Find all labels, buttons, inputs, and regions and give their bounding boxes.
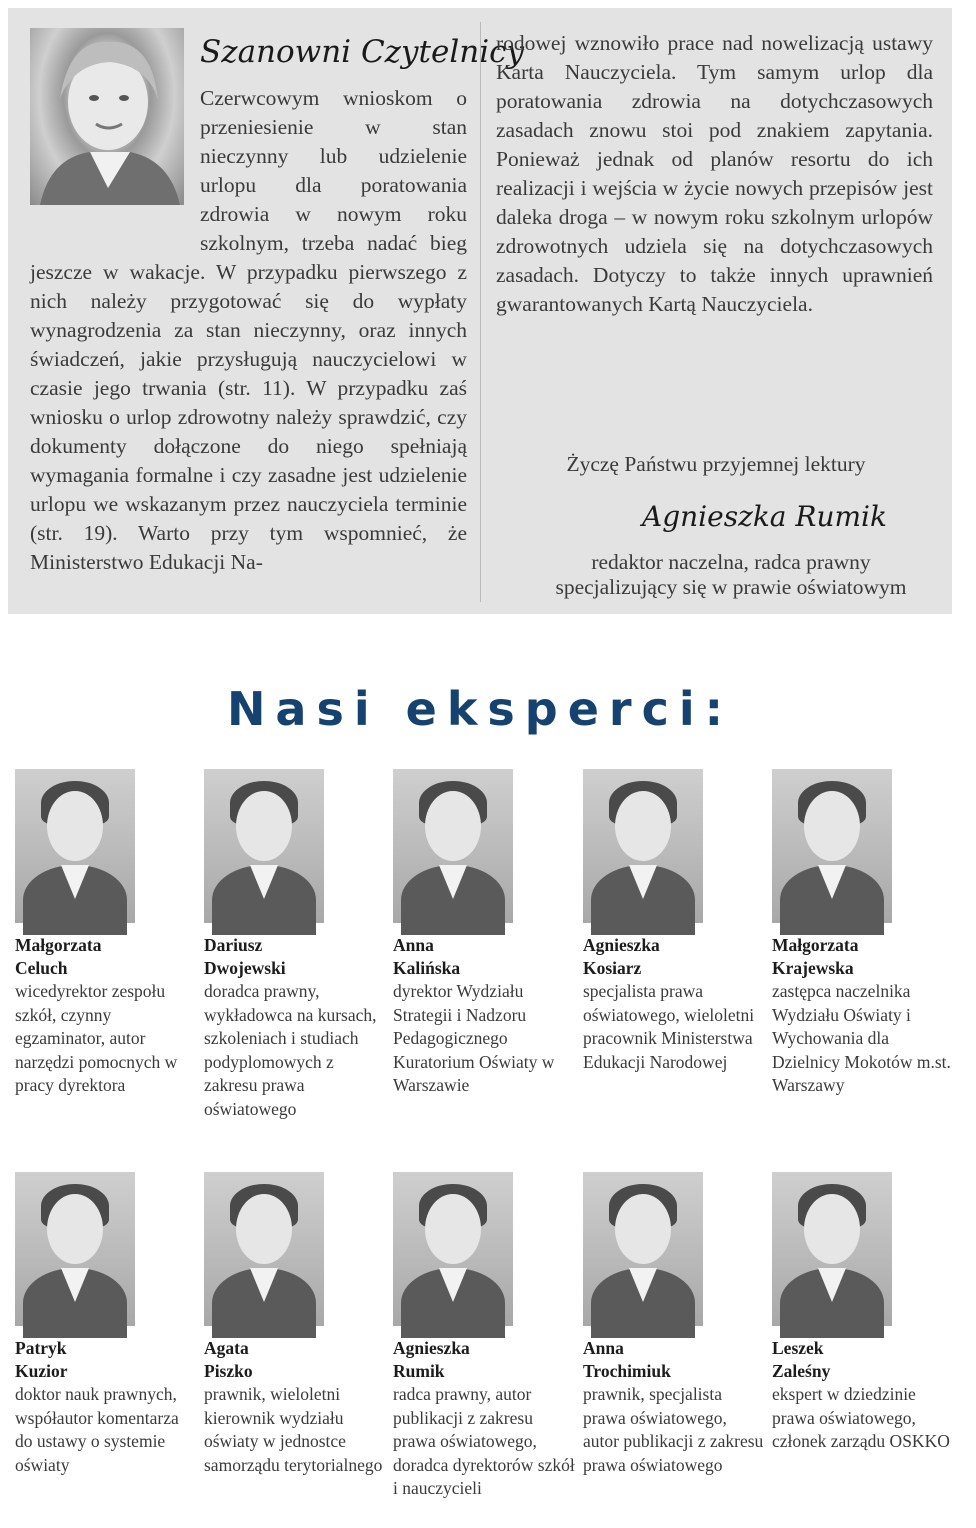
expert-first-name: Małgorzata [15, 935, 102, 955]
expert-last-name: Celuch [15, 958, 68, 978]
experts-heading: Nasi eksperci: [226, 682, 734, 736]
expert-card [772, 769, 954, 1098]
expert-last-name: Trochimiuk [583, 1361, 671, 1381]
expert-last-name: Dwojewski [204, 958, 286, 978]
editorial-right-column: rodowej wznowiło prace nad nowelizacją ustawy Karta Nauczyciela. Tym samym urlop dla poratowania zdrowia na dotychczasowych zasadach znowu stoi pod znakiem zapytania. Ponieważ jednak od planów resortu do ich realizacji i wejścia w życie nowych przepisów jest daleka droga – w nowym roku szkolnym urlopów zdrowotnych udziela się na dotychczasowych zasadach. Dotyczy to także innych uprawnień gwarantowanych Kartą Nauczyciela. [496, 31, 933, 316]
expert-first-name: Anna [393, 935, 434, 955]
expert-photo [772, 769, 892, 923]
column-divider [480, 22, 481, 602]
expert-first-name: Małgorzata [772, 935, 859, 955]
editor-role-line-2: specjalizujący się w prawie oświatowym [555, 575, 907, 599]
expert-description: radca prawny, autor publikacji z zakresu prawa oświatowego, doradca dyrektorów szkół i nauczycieli [393, 1384, 575, 1499]
expert-photo [583, 1172, 703, 1326]
expert-last-name: Rumik [393, 1361, 445, 1381]
expert-last-name: Piszko [204, 1361, 253, 1381]
svg-text:Agnieszka Rumik: Agnieszka Rumik [642, 500, 887, 533]
expert-first-name: Dariusz [204, 935, 263, 955]
expert-photo [15, 769, 135, 923]
expert-first-name: Agnieszka [393, 1338, 470, 1358]
svg-text:Szanowni Czytelnicy: Szanowni Czytelnicy [200, 34, 524, 70]
expert-description: doradca prawny, wykładowca na kursach, szkoleniach i studiach podyplomowych z zakresu prawa oświatowego [204, 981, 377, 1119]
expert-last-name: Zaleśny [772, 1361, 831, 1381]
editor-signature [636, 490, 887, 546]
expert-card [393, 769, 575, 1098]
expert-first-name: Leszek [772, 1338, 824, 1358]
expert-description: doktor nauk prawnych, współautor komentarza do ustawy o systemie oświaty [15, 1384, 179, 1475]
expert-first-name: Agata [204, 1338, 249, 1358]
expert-first-name: Anna [583, 1338, 624, 1358]
expert-card [583, 769, 765, 1074]
expert-photo [772, 1172, 892, 1326]
expert-card [15, 769, 197, 1098]
editorial-left-column: Czerwcowym wnioskom o przeniesienie w stan nieczynny lub udzielenie urlopu dla poratowania zdrowia w nowym roku szkolnym, trzeba nadać bieg jeszcze w wakacje. W przypadku pierwszego z nich należy przygotować się do wypłaty wynagrodzenia za stan nieczynny, oraz innych świadczeń, jakie przysługują nauczycielowi w czasie jego trwania (str. 11). W przypadku zaś wniosku o urlop zdrowotny należy sprawdzić, czy dokumenty dołączone do niego spełniają wymagania formalne i czy zasadne jest udzielenie urlopu we wskazanym przez nauczyciela terminie (str. 19). Warto przy tym wspomnieć, że Ministerstwo Edukacji Na- [30, 86, 467, 574]
expert-last-name: Krajewska [772, 958, 854, 978]
expert-card [583, 1172, 765, 1477]
expert-description: prawnik, wieloletni kierownik wydziału oświaty w jednostce samorządu terytorialnego [204, 1384, 383, 1475]
expert-card [772, 1172, 954, 1454]
wish-line: Życzę Państwu przyjemnej lektury [566, 452, 866, 476]
expert-first-name: Patryk [15, 1338, 67, 1358]
expert-photo [204, 1172, 324, 1326]
editor-role [486, 550, 976, 600]
editor-role-line-1: redaktor naczelna, radca prawny [591, 550, 871, 574]
expert-card [204, 769, 386, 1122]
expert-description: wicedyrektor zespołu szkół, czynny egzaminator, autor narzędzi pomocnych w pracy dyrektora [15, 981, 178, 1096]
expert-photo [204, 769, 324, 923]
expert-description: zastępca naczelnika Wydziału Oświaty i Wychowania dla Dzielnicy Mokotów m.st. Warszawy [772, 981, 951, 1096]
expert-photo [393, 1172, 513, 1326]
expert-card [15, 1172, 197, 1477]
expert-photo [393, 769, 513, 923]
expert-first-name: Agnieszka [583, 935, 660, 955]
expert-description: specjalista prawa oświatowego, wieloletni pracownik Ministerstwa Edukacji Narodowej [583, 981, 755, 1072]
expert-last-name: Kosiarz [583, 958, 642, 978]
expert-description: ekspert w dziedzinie prawa oświatowego, członek zarządu OSKKO [772, 1384, 950, 1452]
expert-photo [583, 769, 703, 923]
expert-card [204, 1172, 386, 1477]
salutation-handwriting [200, 22, 524, 78]
expert-last-name: Kuzior [15, 1361, 68, 1381]
expert-photo [15, 1172, 135, 1326]
expert-description: dyrektor Wydziału Strategii i Nadzoru Pedagogicznego Kuratorium Oświaty w Warszawie [393, 981, 555, 1096]
expert-description: prawnik, specjalista prawa oświatowego, autor publikacji z zakresu prawa oświatowego [583, 1384, 764, 1475]
expert-card [393, 1172, 575, 1501]
expert-last-name: Kalińska [393, 958, 461, 978]
